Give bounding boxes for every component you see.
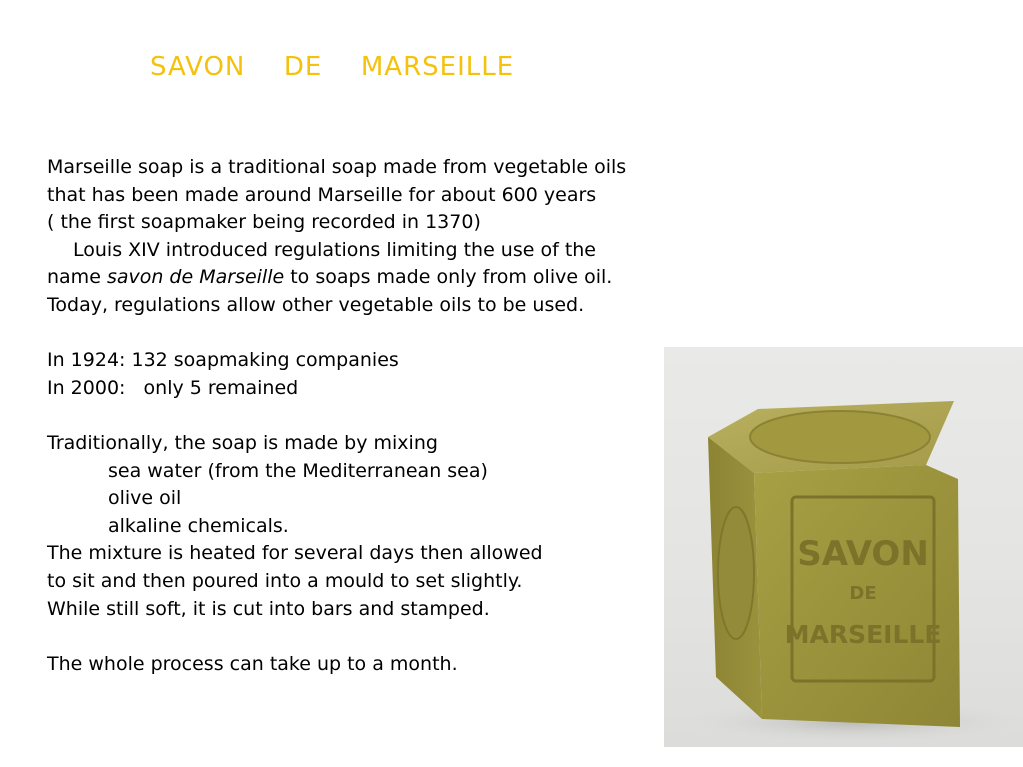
paragraph-line: Marseille soap is a traditional soap made from vegetable oils [47, 156, 627, 178]
stat-line: In 1924: 132 soapmaking companies [47, 349, 399, 372]
paragraph-line: Today, regulations allow other vegetable oils to be used. [47, 293, 585, 316]
process-line: The mixture is heated for several days then allowed [47, 542, 543, 565]
paragraph-line: ( the first soapmaker being recorded in 1370) [47, 211, 481, 234]
stamp-text-marseille: MARSEILLE [784, 620, 942, 649]
ingredient-item: sea water (from the Mediterranean sea) [108, 459, 488, 482]
ingredient-item: olive oil [108, 487, 182, 510]
soap-cube-photo [664, 347, 1023, 747]
paragraph-line-with-emphasis [47, 264, 707, 292]
body-text [47, 154, 707, 678]
spacer [47, 623, 707, 651]
spacer [47, 320, 707, 348]
text-fragment: name [47, 266, 107, 289]
stamp-text-savon: SAVON [797, 534, 929, 574]
emphasized-term: savon de Marseille [106, 266, 285, 289]
stat-line: In 2000: only 5 remained [47, 376, 299, 399]
process-intro: Traditionally, the soap is made by mixing [47, 431, 438, 454]
ingredient-item: alkaline chemicals. [108, 514, 289, 537]
page-title: SAVON DE MARSEILLE [150, 52, 515, 82]
side-stamp-circle [718, 507, 754, 639]
soap-cube-illustration [664, 347, 1023, 747]
stamp-text-de: DE [849, 583, 877, 604]
process-line: While still soft, it is cut into bars and stamped. [47, 597, 490, 620]
process-line: to sit and then poured into a mould to set slightly. [47, 569, 523, 592]
paragraph-line: Louis XIV introduced regulations limiting the use of the [73, 238, 597, 261]
paragraph-line: that has been made around Marseille for about 600 years [47, 183, 597, 206]
spacer [47, 402, 707, 430]
top-stamp-circle [750, 411, 930, 463]
closing-line: The whole process can take up to a month. [47, 652, 458, 675]
text-fragment: to soaps made only from olive oil. [284, 266, 613, 289]
